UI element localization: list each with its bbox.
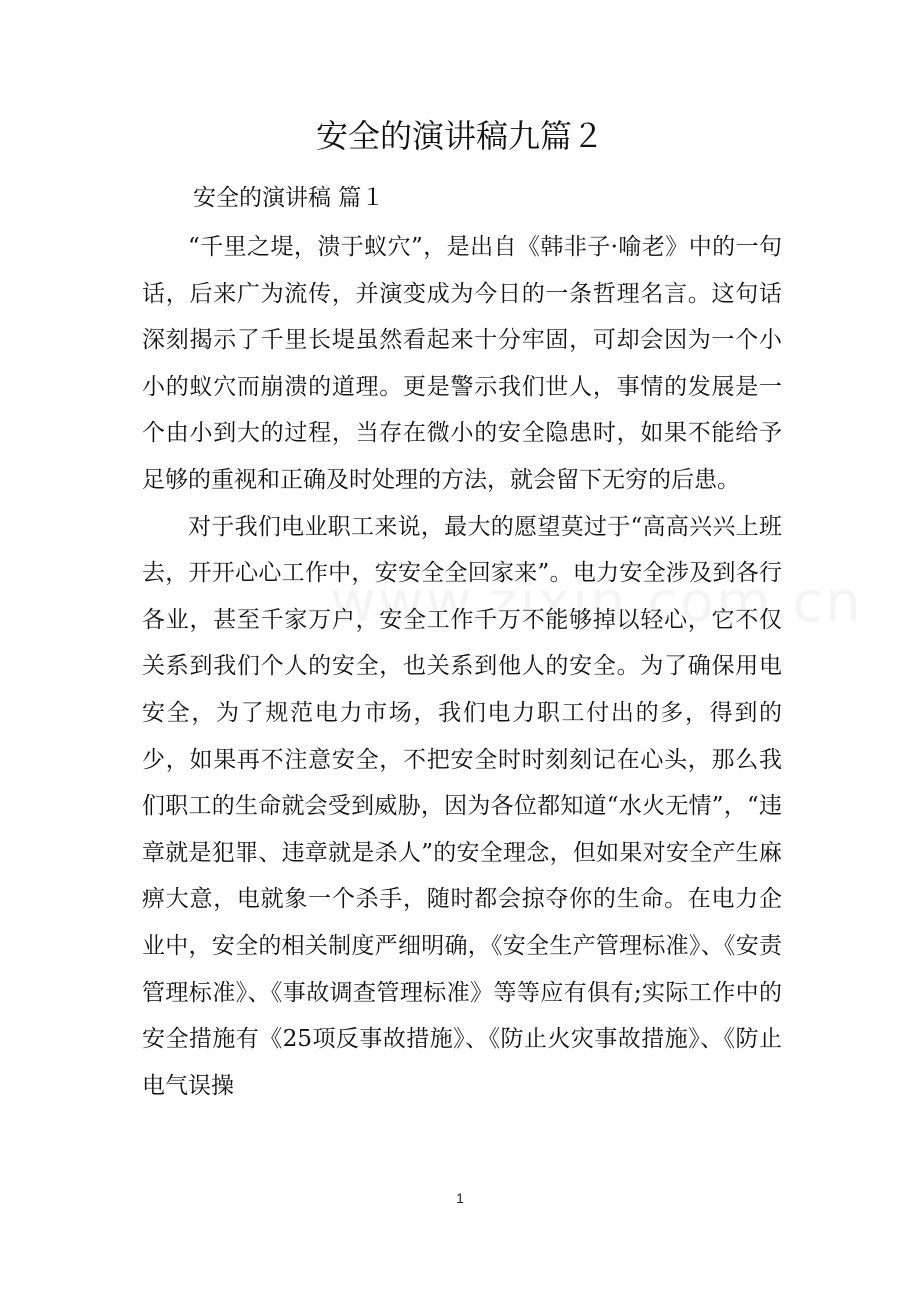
section-heading: 安全的演讲稿 篇１ (193, 185, 385, 211)
page-number: 1 (456, 1190, 464, 1206)
paragraph-1: “千里之堤，溃于蚁穴”，是出自《韩非子·喻老》中的一句话，后来广为流传，并演变成为今日的一条哲理名言。这句话深刻揭示了千里长堤虽然看起来十分牢固，可却会因为一个小小的蚁穴而崩溃的道理。更是警示我们世人，事情的发展是一个由小到大的过程，当存在微小的安全隐患时，如果不能给予足够的重视和正确及时处理的方法，就会留下无穷的后患。 (142, 234, 782, 493)
document-title: 安全的演讲稿九篇２ (315, 117, 604, 155)
paragraph-2: 对于我们电业职工来说，最大的愿望莫过于“高高兴兴上班去，开开心心工作中，安安全全回家来”。电力安全涉及到各行各业，甚至千家万户，安全工作千万不能够掉以轻心，它不仅关系到我们个人的安全，也关系到他人的安全。为了确保用电安全，为了规范电力市场，我们电力职工付出的多，得到的少，如果再不注意安全，不把安全时时刻刻记在心头，那么我们职工的生命就会受到威胁，因为各位都知道“水火无情”，“违章就是犯罪、违章就是杀人”的安全理念，但如果对安全产生麻痹大意，电就象一个杀手，随时都会掠夺你的生命。在电力企业中，安全的相关制度严细明确，《安全生产管理标准》、《安责管理标准》、《事故调查管理标准》等等应有俱有;实际工作中的安全措施有《25项反事故措施》、《防止火灾事故措施》、《防止电气误操 (142, 513, 782, 1099)
document-body (142, 224, 782, 1109)
